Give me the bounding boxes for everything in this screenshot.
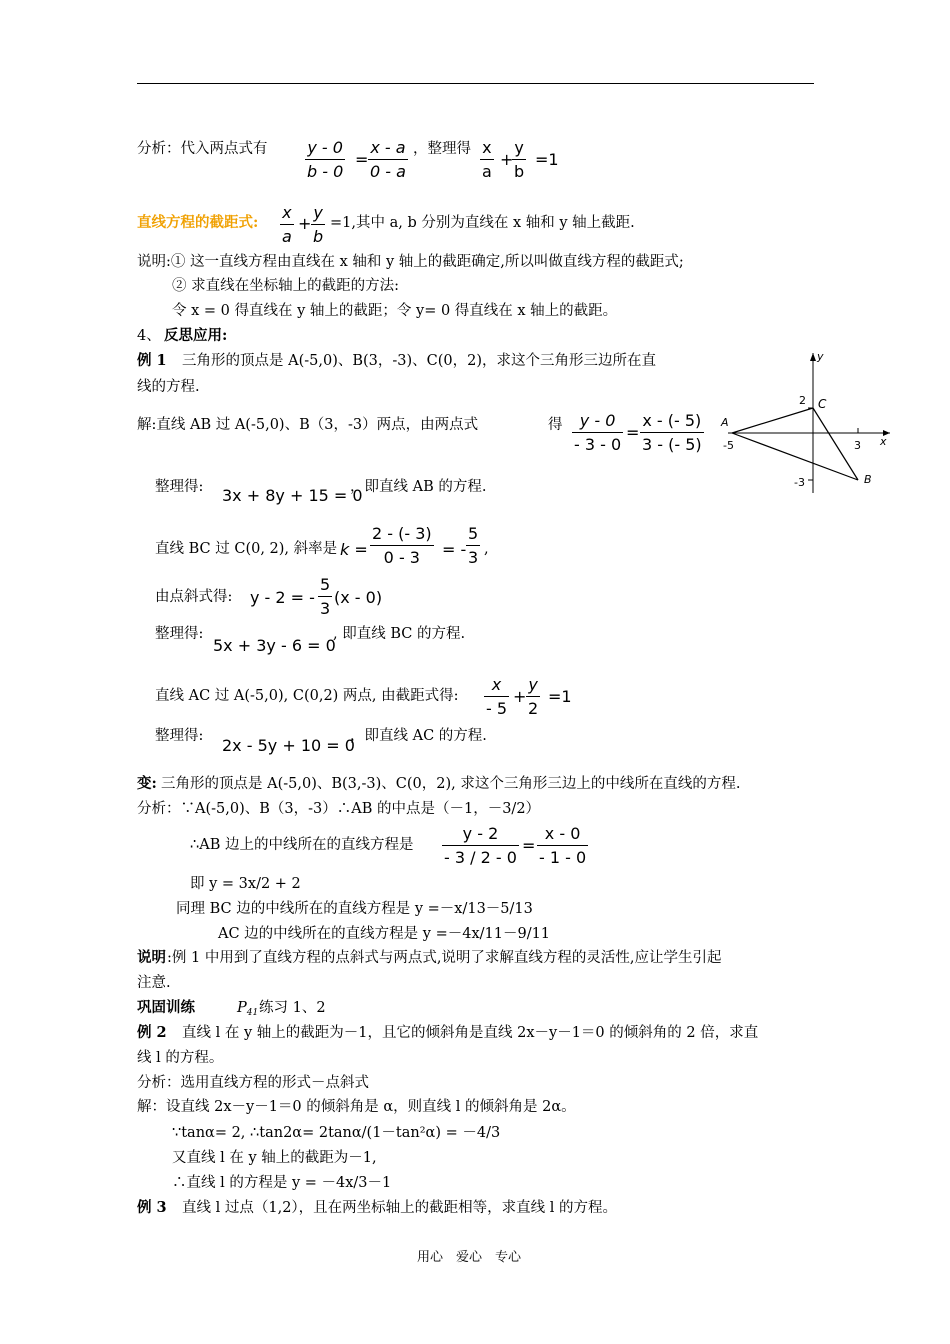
fraction-x-over-a: $\frac{x - a}{0 - a}$ xyxy=(370,138,406,181)
ac-result-prefix: 整理得: xyxy=(155,728,204,744)
bc-result-prefix: 整理得: xyxy=(155,626,204,642)
plus-sign-2: + xyxy=(298,214,312,233)
ac-fraction-y: $\frac{y}{2}$ xyxy=(528,675,539,718)
median-ab-text: ∴AB 边上的中线所在的直线方程是 xyxy=(190,837,414,853)
example-2-line-1: ∵tanα= 2, ∴tan2α= 2tanα/(1－tan²α) = －4/3 xyxy=(172,1125,501,1141)
ac-plus: + xyxy=(513,687,527,706)
point-b-label: B xyxy=(864,473,872,486)
intercept-form-label: 直线方程的截距式: xyxy=(137,214,259,231)
bc-equals-minus: = - xyxy=(442,540,467,559)
median-bc: 同理 BC 边的中线所在的直线方程是 y =－x/13－5/13 xyxy=(176,901,533,917)
example-2-analysis: 分析：选用直线方程的形式－点斜式 xyxy=(137,1075,369,1091)
bc-slope-fraction: $\frac{2 - (- 3)}{0 - 3}$ xyxy=(372,524,432,567)
ab-equation: 3x + 8y + 15 = 0 xyxy=(222,486,363,505)
equals-sign: = xyxy=(355,150,369,169)
section-4-title: 反思应用: xyxy=(164,327,228,344)
example-1-text-2: 线的方程. xyxy=(137,379,200,395)
equals-one: =1 xyxy=(535,150,559,169)
y-axis-label: y xyxy=(817,350,824,363)
bc-result-suffix: , 即直线 BC 的方程. xyxy=(333,626,466,642)
ab-equals: = xyxy=(626,423,640,442)
median-fraction-left: $\frac{y - 2}{- 3 / 2 - 0}$ xyxy=(444,824,517,867)
variant-label: 变: xyxy=(137,775,157,792)
example-3-label: 例 3 xyxy=(137,1199,167,1216)
ab-fraction-left: $\frac{y - 0}{- 3 - 0}$ xyxy=(574,411,622,454)
median-equals: = xyxy=(522,836,536,855)
bc-point-fraction: $\frac{5}{3}$ xyxy=(320,575,331,618)
note-label: 说明 xyxy=(137,949,166,966)
bc-k: k = xyxy=(340,540,368,559)
arrange-text: ，整理得 xyxy=(413,141,471,157)
tick-3: 3 xyxy=(854,439,861,452)
point-a-label: A xyxy=(721,416,729,429)
intercept-desc: =1,其中 a, b 分别为直线在 x 轴和 y 轴上截距. xyxy=(330,215,635,231)
triangle-figure xyxy=(718,348,898,498)
ac-equals-one: =1 xyxy=(548,687,572,706)
bc-point-lhs: y - 2 = - xyxy=(250,588,315,607)
tick-minus-5: -5 xyxy=(723,439,734,452)
x-axis-label: x xyxy=(880,435,887,448)
solution-ab-de: 得 xyxy=(548,417,563,433)
tick-minus-3: -3 xyxy=(794,476,805,489)
example-2-line-3: ∴直线 l 的方程是 y = －4x/3－1 xyxy=(172,1175,392,1191)
practice-label: 巩固训练 xyxy=(137,999,195,1016)
ab-result-prefix: 整理得: xyxy=(155,479,204,495)
practice-text: 练习 1、2 xyxy=(259,1000,326,1016)
example-2-text-1: 直线 l 在 y 轴上的截距为－1，且它的倾斜角是直线 2x－y－1＝0 的倾斜角的 2 倍，求直 xyxy=(182,1025,759,1041)
note-2: ② 求直线在坐标轴上的截距的方法: xyxy=(172,278,399,294)
note-text-1: :例 1 中用到了直线方程的点斜式与两点式,说明了求解直线方程的灵活性,应让学生引起 xyxy=(167,950,722,966)
ac-line-text: 直线 AC 过 A(-5,0), C(0,2) 两点, 由截距式得: xyxy=(155,688,459,704)
ab-result-suffix: ，即直线 AB 的方程. xyxy=(350,479,487,495)
example-2-solution: 解：设直线 2x－y－1＝0 的倾斜角是 α，则直线 l 的倾斜角是 2α。 xyxy=(137,1099,576,1115)
variant-text: 三角形的顶点是 A(-5,0)、B(3,-3)、C(0，2), 求这个三角形三边上的中线所在直线的方程. xyxy=(161,776,741,792)
note-1: 说明:① 这一直线方程由直线在 x 轴和 y 轴上的截距确定,所以叫做直线方程的截距式; xyxy=(137,254,684,270)
fraction-x-a: $\frac{x}{a}$ xyxy=(482,138,492,181)
ab-fraction-right: $\frac{x - (- 5)}{3 - (- 5)}$ xyxy=(642,411,702,454)
analysis-2: 分析：∵A(-5,0)、B（3，-3）∴AB 的中点是（－1，－3/2） xyxy=(137,801,541,817)
example-2-label: 例 2 xyxy=(137,1024,167,1041)
example-2-text-2: 线 l 的方程。 xyxy=(137,1050,224,1066)
fraction-y-b-2: $\frac{y}{b}$ xyxy=(313,203,324,246)
fraction-y-over-b: $\frac{y - 0}{b - 0}$ xyxy=(307,138,344,181)
note-3: 令 x = 0 得直线在 y 轴上的截距；令 y= 0 得直线在 x 轴上的截距。 xyxy=(172,303,618,319)
bc-point-slope-text: 由点斜式得: xyxy=(155,589,233,605)
median-fraction-right: $\frac{x - 0}{- 1 - 0}$ xyxy=(539,824,587,867)
header-rule xyxy=(137,83,814,84)
note-text-2: 注意. xyxy=(137,975,171,991)
bc-equation: 5x + 3y - 6 = 0 xyxy=(213,636,336,655)
example-2-line-2: 又直线 l 在 y 轴上的截距为－1, xyxy=(172,1150,377,1166)
page-footer: 用心 爱心 专心 xyxy=(417,1250,522,1265)
fraction-y-b: $\frac{y}{b}$ xyxy=(514,138,525,181)
bc-point-rhs: (x - 0) xyxy=(334,588,383,607)
example-3-text: 直线 l 过点（1,2），且在两坐标轴上的截距相等，求直线 l 的方程。 xyxy=(182,1200,618,1216)
bc-five-thirds: $\frac{5}{3}$ xyxy=(468,524,479,567)
bc-comma: , xyxy=(484,541,489,557)
point-c-label: C xyxy=(818,397,827,411)
plus-sign: + xyxy=(500,150,514,169)
example-1-text-1: 三角形的顶点是 A(-5,0)、B(3，-3)、C(0，2)，求这个三角形三边所在直 xyxy=(182,353,657,369)
ac-fraction-x: $\frac{x}{- 5}$ xyxy=(486,675,508,718)
tick-2: 2 xyxy=(799,394,806,407)
analysis-prefix: 分析：代入两点式有 xyxy=(137,141,268,157)
median-ab-result: 即 y = 3x/2 + 2 xyxy=(190,876,301,892)
section-4-number: 4、 xyxy=(137,328,161,344)
solution-ab-text: 解:直线 AB 过 A(-5,0)、B（3，-3）两点，由两点式 xyxy=(137,417,479,433)
ac-result-suffix: ，即直线 AC 的方程. xyxy=(350,728,487,744)
practice-page: $P_{41}$ xyxy=(237,1000,259,1018)
median-ac: AC 边的中线所在的直线方程是 y =－4x/11－9/11 xyxy=(218,926,551,942)
ac-equation: 2x - 5y + 10 = 0 xyxy=(222,736,355,755)
example-1-label: 例 1 xyxy=(137,352,167,369)
bc-slope-text: 直线 BC 过 C(0, 2), 斜率是 xyxy=(155,541,338,557)
fraction-x-a-2: $\frac{x}{a}$ xyxy=(282,203,292,246)
